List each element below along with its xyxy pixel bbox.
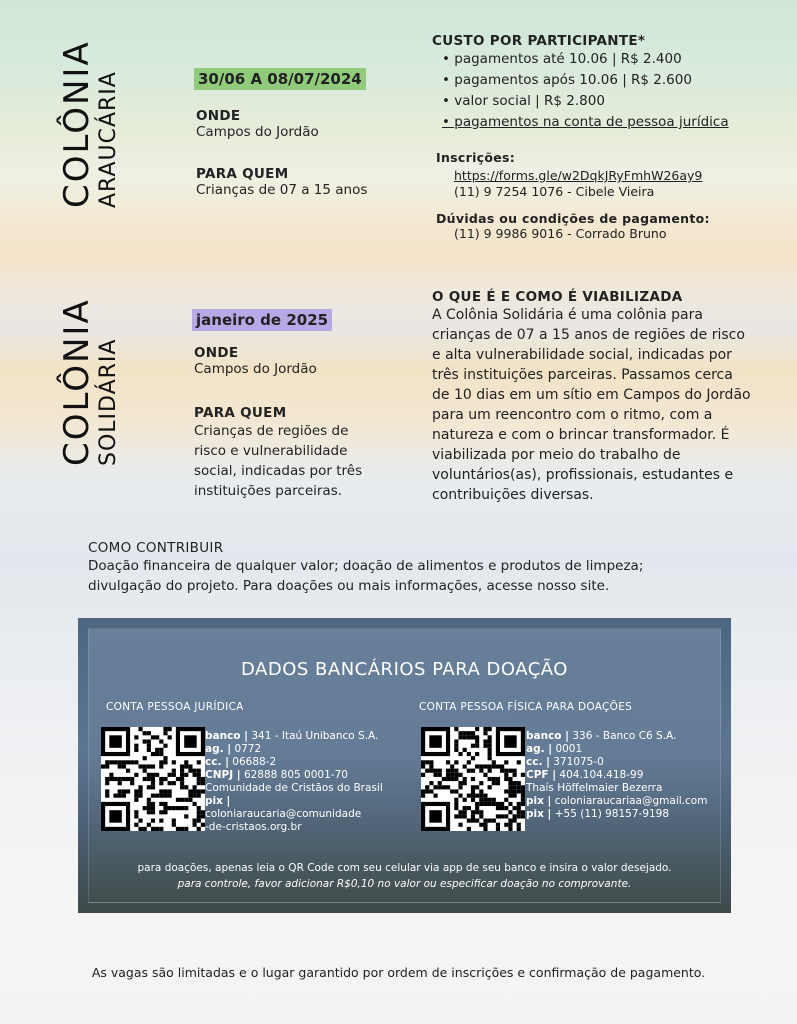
contribute-text: Doação financeira de qualquer valor; doação de alimentos e produtos de limpeza; divulgação do projeto. Para doações ou mais informações, acesse nosso site. [88,558,644,594]
pf-doc: 404.104.418-99 [559,769,644,781]
pf-banco: 336 - Banco C6 S.A. [572,730,677,742]
registration-label: Inscrições: [436,150,516,165]
pf-banco-label: banco | [526,730,570,742]
solidaria-for-whom-label: PARA QUEM [194,405,287,421]
questions-label: Dúvidas ou condições de pagamento: [436,211,710,226]
solidaria-title-line2: SOLIDÁRIA [96,338,121,466]
contribute-title: COMO CONTRIBUIR [88,540,224,556]
what-is-section [432,289,752,505]
cost-list [442,49,772,133]
what-is-text: A Colônia Solidária é uma colônia para crianças de 07 a 15 anos de regiões de risco e alta vulnerabilidade social, indicadas por três instituições parceiras. Passamos cerca de 10 dias em um sítio em Campos do Jordão para um reencontro com o ritmo, com a natureza e com o brincar transformador. É viabilizada por meio do trabalho de voluntários(as), profissionais, estudantes e contribuições diversas. [432,307,751,503]
solidaria-date-badge [192,309,332,331]
araucaria-dates: 30/06 A 08/07/2024 [194,68,366,90]
bank-note-1: para doações, apenas leia o QR Code com seu celular via app de seu banco e insira o valor desejado. [137,862,672,874]
solidaria-where [194,345,317,377]
cost-section [432,33,772,133]
solidaria-vertical-title [57,298,121,466]
solidaria-where-value: Campos do Jordão [194,361,317,377]
pj-ag: 0772 [234,743,262,755]
pj-ag-label: ag. | [205,743,232,755]
questions-phone: (11) 9 9986 9016 - Corrado Bruno [454,226,667,241]
qr-code-icon [421,727,525,831]
pj-qr-code[interactable] [101,727,205,831]
pf-ag: 0001 [555,743,583,755]
solidaria-for-whom-value: Crianças de regiões de risco e vulnerabilidade social, indicadas por três instituições parceiras. [194,423,363,499]
pf-heading: CONTA PESSOA FÍSICA PARA DOAÇÕES [419,701,633,713]
bank-details-panel [78,618,731,913]
pj-pix-line1: coloniaraucaria@comunidade [205,808,362,820]
pf-pix-line1: coloniaraucariaa@gmail.com [554,795,708,807]
araucaria-vertical-title [57,40,121,208]
pj-doc: 62888 805 0001-70 [243,769,348,781]
pf-pix2-label: pix | [526,808,552,820]
registration-link[interactable]: https://forms.gle/w2DqkJRyFmhW26ay9 [454,168,703,183]
araucaria-for-whom-value: Crianças de 07 a 15 anos [196,182,368,198]
footer-note: As vagas são limitadas e o lugar garantido por ordem de inscrições e confirmação de pagamento. [91,965,706,980]
bank-details-inner [88,628,721,903]
solidaria-dates: janeiro de 2025 [192,309,332,331]
pj-banco: 341 - Itaú Unibanco S.A. [251,730,379,742]
pj-cc-label: cc. | [205,756,229,768]
solidaria-title-line1: COLÔNIA [57,298,97,466]
araucaria-for-whom-label: PARA QUEM [196,166,289,182]
pf-pix-label: pix | [526,795,552,807]
pj-heading: CONTA PESSOA JURÍDICA [106,701,244,713]
qr-code-icon [101,727,205,831]
pj-pix-label: pix | [205,795,231,807]
pf-cc-label: cc. | [526,756,550,768]
cost-item: • pagamentos após 10.06 | R$ 2.600 [442,70,772,91]
cost-item: • pagamentos na conta de pessoa jurídica [442,112,772,133]
registration-section [436,150,766,199]
what-is-title: O QUE É E COMO É VIABILIZADA [432,289,683,305]
cost-item: • valor social | R$ 2.800 [442,91,772,112]
araucaria-title-line2: ARAUCÁRIA [96,71,121,208]
araucaria-for-whom [196,166,367,198]
araucaria-date-badge [194,68,366,90]
contribute-section [88,540,708,596]
registration-phone: (11) 9 7254 1076 - Cibele Vieira [454,184,655,199]
pj-pix-line2: -de-cristaos.org.br [205,821,302,833]
araucaria-where-label: ONDE [196,108,241,124]
pf-cc: 371075-0 [553,756,604,768]
pj-cc: 06688-2 [232,756,277,768]
bank-title: DADOS BANCÁRIOS PARA DOAÇÃO [241,659,568,680]
solidaria-where-label: ONDE [194,345,239,361]
questions-section [436,211,766,241]
solidaria-for-whom [194,405,379,501]
araucaria-title-line1: COLÔNIA [57,40,97,208]
pj-account-details [205,730,385,834]
pj-doc-label: CNPJ | [205,769,241,781]
araucaria-where-value: Campos do Jordão [196,124,319,140]
pf-account-details [526,730,721,821]
araucaria-where [196,108,319,140]
pf-pix-line2: +55 (11) 98157-9198 [554,808,670,820]
pf-doc-label: CPF | [526,769,557,781]
pj-banco-label: banco | [205,730,249,742]
pf-qr-code[interactable] [421,727,525,831]
cost-item: • pagamentos até 10.06 | R$ 2.400 [442,49,772,70]
cost-title: CUSTO POR PARTICIPANTE* [432,33,646,49]
pf-ag-label: ag. | [526,743,553,755]
pj-name: Comunidade de Cristãos do Brasil [205,782,383,794]
bank-note-2: para controle, favor adicionar R$0,10 no valor ou especificar doação no comprovante. [177,878,632,890]
pf-name: Thaís Höffelmaier Bezerra [526,782,663,794]
